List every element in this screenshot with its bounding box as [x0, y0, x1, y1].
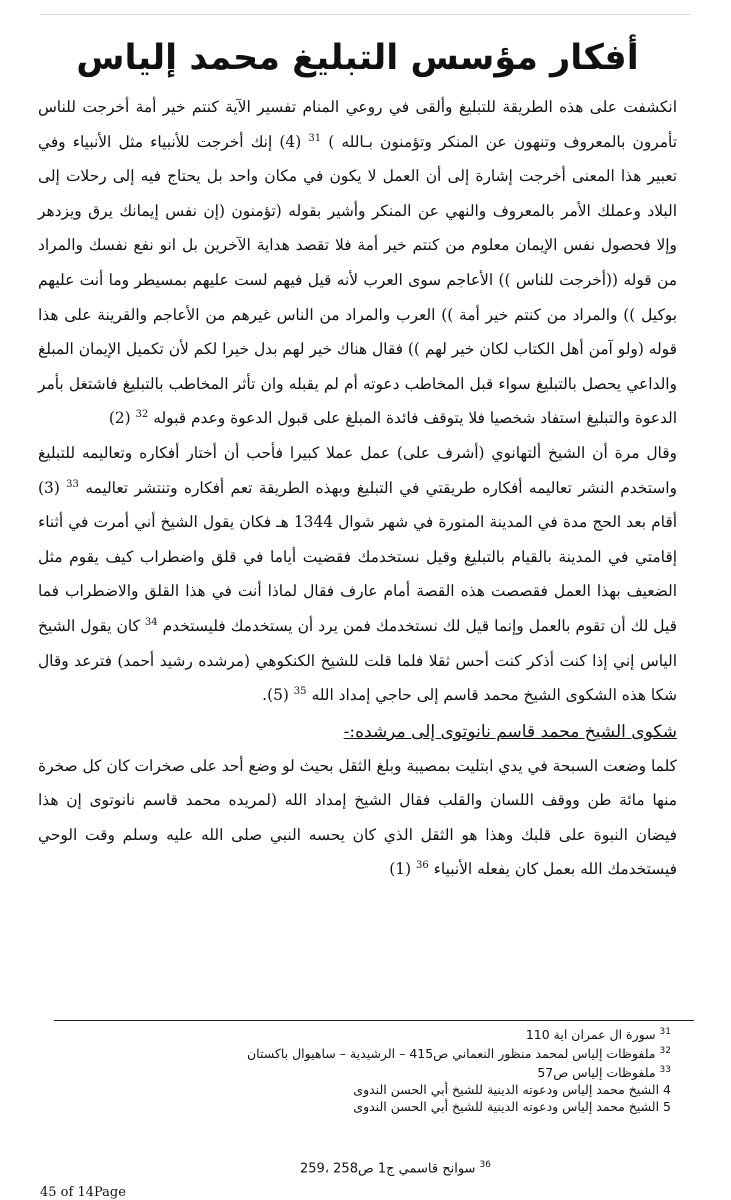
footnote-4 [51, 1081, 671, 1098]
footnotes [51, 1024, 671, 1115]
paragraph-2-part-2: (3) أقام بعد الحج مدة في المدينة المنورة في شهر شوال 1344 هـ فكان يقول الشيخ أني أمرت في أثناء إقامتي في المدينة بالقيام بالتبليغ وقيل نستخدمك فقضيت أياما في قلق واضطراب كيف يقوم مثل الضعيف بهذا العمل فقصصت هذه القصة أمام عارف فقال لماذا أنت في هذا القلق والاضطراب فما قيل لك أن تقوم بالعمل وإنما قيل لك نستخدمك فمن يرد أن يستخدمك فليستخدم [38, 478, 677, 635]
page-title: أفكار مؤسس التبليغ محمد إلياس [76, 38, 639, 78]
paragraph-3 [38, 749, 677, 887]
paragraph-2-part-3: كان يقول الشيخ الياس إني إذا كنت أذكر كنت أحس ثقلا فلما قلت للشيخ الكنكوهي (مرشده رشيد أحمد) فترعد وقال شكا هذه الشكوى الشيخ محمد قاسم إلى حاجي إمداد الله [38, 616, 677, 705]
footnote-text: سورة ال عمران اية 110 [525, 1027, 656, 1043]
footnote-text: 4 الشيخ محمد إلياس ودعوته الدينية للشيخ أبي الحسن الندوى [353, 1082, 671, 1098]
footnote-ref-36: 36 [416, 860, 429, 872]
footnote-divider [54, 1020, 694, 1021]
page-number: 45 of 14Page [40, 1185, 126, 1200]
body-text [38, 90, 677, 887]
footnote-number: 36 [479, 1160, 491, 1170]
footnote-ref-34: 34 [144, 616, 158, 628]
paragraph-1-part-1: انكشفت على هذه الطريقة للتبليغ وألقى في روعي المنام تفسير الآية كنتم خير أمة أخرجت للناس تأمرون بالمعروف وتنهون عن المنكر وتؤمنون بـالله ) [38, 98, 677, 151]
footnote-ref-35: 35 [293, 685, 307, 697]
footnote-ref-33: 33 [66, 478, 79, 490]
footnote-text: سوانح قاسمي ج1 ص258 ،259 [300, 1161, 476, 1177]
footnote-number: 33 [659, 1065, 671, 1076]
paragraph-2-part-1: وقال مرة أن الشيخ ألتهانوي (أشرف على) عمل عملا كبيرا فأحب أن أختار أفكاره وتعاليمه للتبليغ واستخدم النشر تعاليمه أفكاره طريقتي في التبليغ وبهذه الطريقة تعم أفكاره وتنتشر تعاليمه [38, 443, 677, 497]
paragraph-3-part-2: (1) [389, 860, 412, 879]
footnote-text: ملفوظات إلياس ص57 [537, 1065, 656, 1081]
paragraph-1-part-3: (2) [108, 409, 131, 428]
footnote-36 [300, 1160, 491, 1176]
section-subheading: شكوى الشيخ محمد قاسم نانوتوى إلى مرشده:- [343, 721, 677, 742]
footnote-text: 5 الشيخ محمد إلياس ودعوته الدينية للشيخ أبي الحسن الندوى [353, 1099, 671, 1115]
footnote-number: 31 [659, 1027, 671, 1037]
paragraph-1-part-2: (4) إنك أخرجت للأنبياء مثل الأنبياء وفي تعبير هذا المعنى أخرجت إشارة إلى أن العمل لا يكون في مكان واحد بل يحتاج فيه إلى رحلات إلى البلاد وعملك الأمر بالمعروف والنهي عن المنكر وأشير بقوله (تؤمنون (إن نفس إيمانك يرق ويزدهر وإلا فحصول نفس الإيمان معلوم من كنتم خير أمة فلا تقصد هداية الآخرين بل انو نفع نفسك والمراد من قوله ((أخرجت للناس )) الأعاجم سوى العرب لأنه قيل فيهم لست عليهم بمسيطر وما أنت عليهم بوكيل )) والمراد من كنتم خير أمة )) العرب والمراد من الناس غيرهم من الأعاجم والقرينة على هذا قوله (ولو آمن أهل الكتاب لكان خير لهم )) فقال هناك خير لهم بدل خيرا لكم لأن تكميل الإيمان المبلغ والداعي يحصل بالتبليغ سواء قبل المخاطب دعوته أم لم يقبله وان تأثر المخاطب بالتبليغ فاشتغل بأمر الدعوة والتبليغ استفاد شخصيا فلا يتوقف فائدة المبلغ على قبول الدعوة وعدم قبوله [38, 132, 677, 428]
footnote-5 [51, 1098, 671, 1115]
paragraph-2-part-4: (5). [262, 686, 289, 705]
footnote-31 [51, 1024, 671, 1043]
paragraph-1 [38, 90, 677, 436]
footnote-33 [51, 1062, 671, 1081]
footnote-ref-32: 32 [135, 409, 149, 421]
paragraph-2 [38, 436, 677, 713]
footnote-ref-31: 31 [308, 132, 322, 144]
paragraph-3-part-1: كلما وضعت السبحة في يدي ابتليت بمصيبة وبلغ الثقل بحيث لو وضع أحد على صخرات كان كل صخرة منها مائة طن ووقف اللسان والقلب فقال الشيخ إمداد الله (لمريده محمد قاسم نانوتوى إن هذا فيضان النبوة على قلبك وهذا هو الثقل الذي كان يحسه النبي صلى الله عليه وسلم وقت الوحي فيستخدمك الله بعمل كان يفعله الأنبياء [38, 756, 677, 879]
footnote-text: ملفوظات إلياس لمحمد منظور النعماني ص415 – الرشيدية – ساهيوال باكستان [246, 1046, 656, 1062]
footnote-number: 32 [659, 1046, 671, 1057]
footnote-32 [51, 1043, 671, 1062]
